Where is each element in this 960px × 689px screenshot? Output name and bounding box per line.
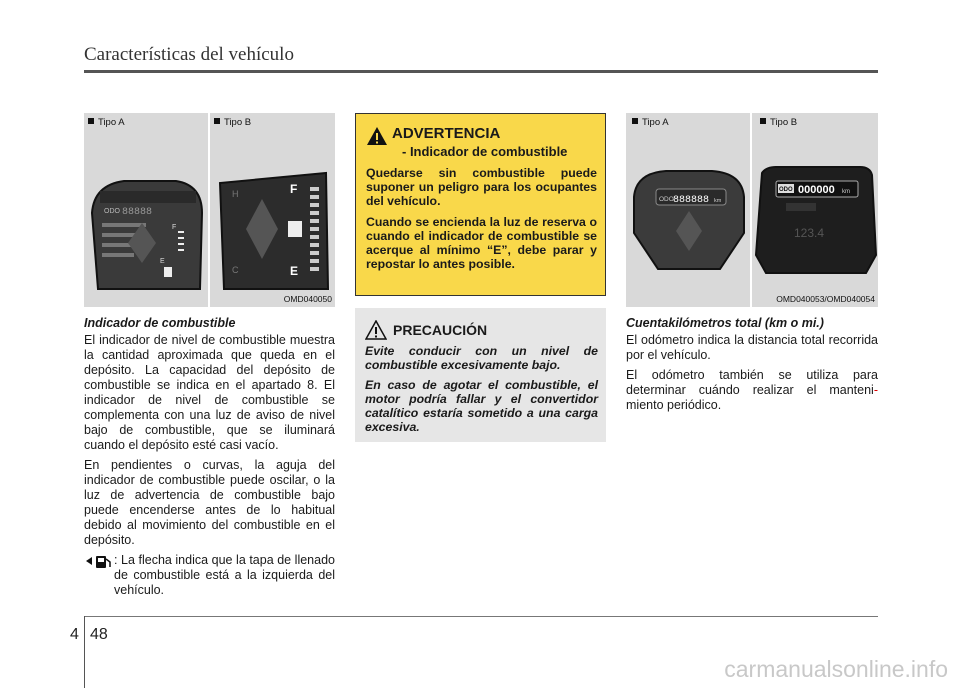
gauge-b-hot-label: H [232, 189, 239, 199]
body-paragraph: El indicador de nivel de combustible muestra la cantidad aproximada que queda en el depósito. La capacidad del depósito de combustible se indica en el apartado 8. El indicador de nivel de combustible se complementa con una luz de aviso de nivel bajo de combustible, que se iluminará cuando el depósito esté casi vacío. [84, 333, 335, 452]
figure-code: OMD040053/OMD040054 [776, 294, 875, 304]
figure-code: OMD040050 [283, 294, 332, 304]
chapter-number: 4 [70, 626, 79, 643]
odometer-b-lower-value: 123.4 [794, 226, 825, 240]
hyphen-mark: - [873, 383, 878, 397]
odometer-a-digits: 888888 [673, 195, 710, 206]
odometer-illustration [626, 113, 878, 307]
caution-triangle-icon [365, 320, 387, 340]
warning-box [355, 113, 606, 296]
warning-triangle-icon [366, 126, 388, 146]
gauge-a-odo-digits: 88888 [122, 207, 153, 218]
figure-label-type-a: Tipo A [632, 117, 669, 128]
warning-paragraph: Quedarse sin combustible puede suponer un peligro para los ocupantes del vehículo. [366, 166, 597, 208]
body-paragraph: El odómetro indica la distancia total recorrida por el vehículo. [626, 333, 878, 362]
odometer-figure [626, 113, 878, 307]
gauge-b-empty-label: E [290, 264, 299, 278]
warning-subtitle: - Indicador de combustible [402, 144, 568, 159]
fuel-gauge-figure [84, 113, 335, 307]
gauge-a-odo-label: ODO [104, 208, 120, 215]
page-header-title: Características del vehículo [84, 44, 294, 65]
caution-box [355, 308, 606, 442]
header-rule [84, 70, 878, 73]
warning-title: ADVERTENCIA [392, 125, 501, 142]
caution-paragraph: Evite conducir con un nivel de combustible excesivamente bajo. [365, 344, 598, 372]
section-heading: Cuentakilómetros total (km o mi.) [626, 316, 824, 330]
caution-title: PRECAUCIÓN [393, 322, 488, 338]
odometer-b-unit: km [842, 189, 850, 195]
gauge-a-empty-label: E [160, 258, 165, 265]
figure-divider [208, 113, 210, 307]
odometer-a-unit: km [714, 198, 722, 204]
fuel-door-note [84, 553, 335, 598]
figure-label-type-b: Tipo B [760, 117, 797, 128]
gauge-b-cold-label: C [232, 265, 239, 275]
note-text: : La flecha indica que la tapa de llenado de combustible está a la izquierda del vehículo. [114, 553, 335, 597]
odometer-b-odo-label: ODO [779, 187, 793, 193]
fuel-door-arrow-icon [84, 553, 114, 569]
warning-paragraph: Cuando se encienda la luz de reserva o cuando el indicador de combustible se acerque al mínimo “E”, debe parar y repostar lo antes posible. [366, 215, 597, 271]
section-heading: Indicador de combustible [84, 316, 236, 330]
figure-label-type-a: Tipo A [88, 117, 125, 128]
gauge-a-full-label: F [172, 224, 177, 231]
odometer-section [626, 316, 878, 418]
odometer-a-odo-label: ODO [659, 196, 674, 203]
fuel-gauge-section [84, 316, 335, 598]
figure-divider [750, 113, 752, 307]
body-paragraph: En pendientes o curvas, la aguja del indicador de combustible puede oscilar, o la luz de advertencia de combustible bajo puede encenderse antes de lo habitual debido al movimiento del combustible en el depósito. [84, 458, 335, 547]
footer-divider [84, 616, 85, 688]
gauge-b-full-label: F [290, 182, 298, 196]
figure-label-type-b: Tipo B [214, 117, 251, 128]
odometer-b-digits: 000000 [798, 184, 835, 196]
caution-paragraph: En caso de agotar el combustible, el motor podría fallar y el convertidor catalítico estaría sometido a una carga excesiva. [365, 378, 598, 434]
page-number: 48 [90, 626, 108, 643]
footer-rule [84, 616, 878, 617]
watermark: carmanualsonline.info [724, 656, 948, 682]
body-paragraph: El odómetro también se utiliza para determinar cuándo realizar el manteni- miento periódico. [626, 368, 878, 412]
